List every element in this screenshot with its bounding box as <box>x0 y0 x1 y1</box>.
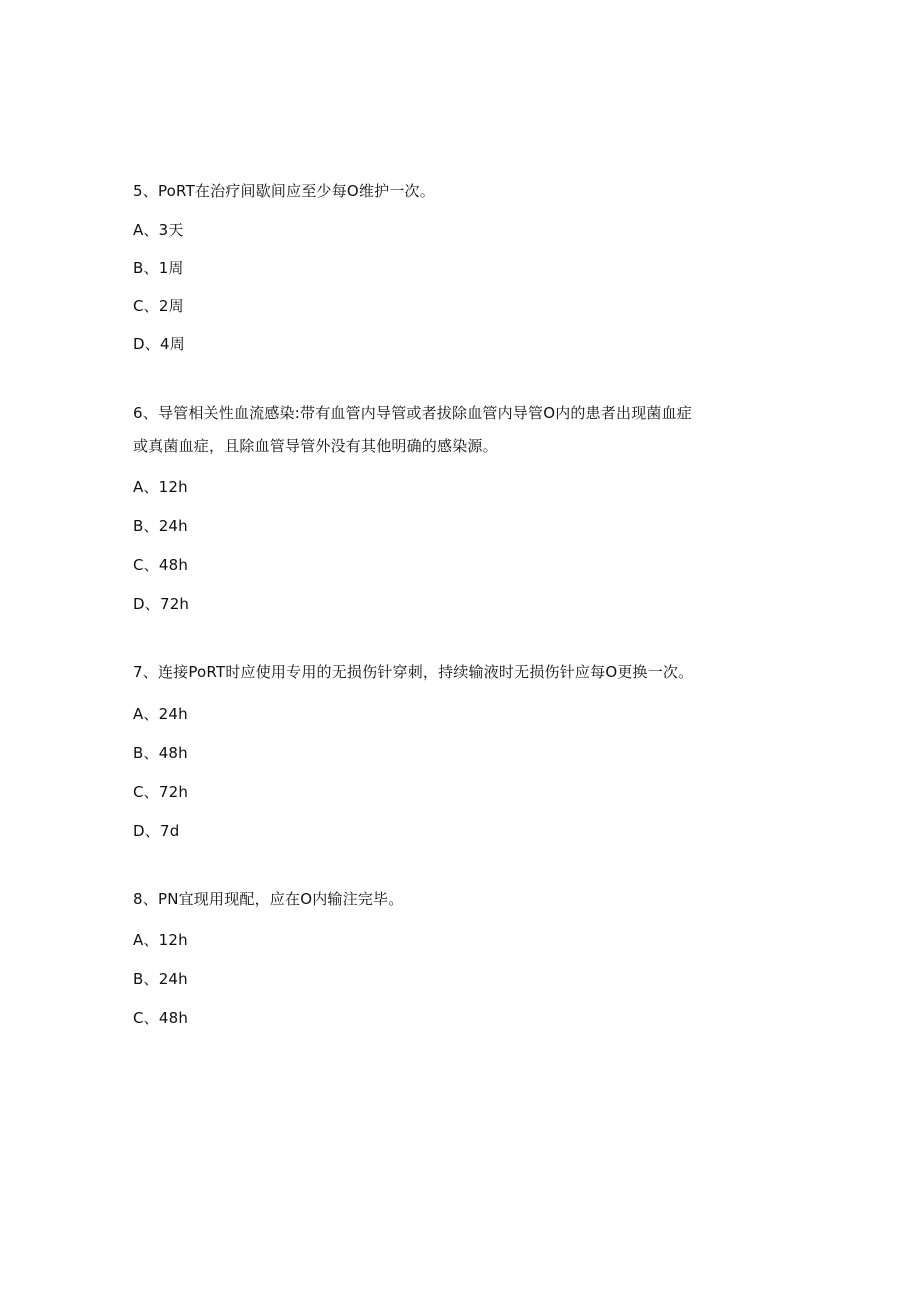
question-7-stem: 7、连接PoRT时应使用专用的无损伤针穿刺，持续输液时无损伤针应每O更换一次。 <box>133 663 694 681</box>
question-8-option-b: B、24h <box>133 970 188 988</box>
question-5-option-a: A、3天 <box>133 221 184 239</box>
question-6-option-a: A、12h <box>133 478 188 496</box>
question-6-stem-line-2: 或真菌血症，且除血管导管外没有其他明确的感染源。 <box>133 437 498 455</box>
question-8-option-a: A、12h <box>133 931 188 949</box>
question-5-option-c: C、2周 <box>133 297 184 315</box>
question-7-option-d: D、7d <box>133 822 180 840</box>
question-5-option-d: D、4周 <box>133 335 185 353</box>
question-5-option-b: B、1周 <box>133 259 184 277</box>
question-6-option-d: D、72h <box>133 595 190 613</box>
question-6-option-c: C、48h <box>133 556 189 574</box>
question-7-option-a: A、24h <box>133 705 188 723</box>
question-5-stem: 5、PoRT在治疗间歇间应至少每O维护一次。 <box>133 182 435 200</box>
question-6-option-b: B、24h <box>133 517 188 535</box>
question-7-option-c: C、72h <box>133 783 189 801</box>
question-8-stem: 8、PN宜现用现配，应在O内输注完毕。 <box>133 890 404 908</box>
question-8-option-c: C、48h <box>133 1009 189 1027</box>
question-7-option-b: B、48h <box>133 744 188 762</box>
question-6-stem-line-1: 6、导管相关性血流感染:带有血管内导管或者拔除血管内导管O内的患者出现菌血症 <box>133 404 693 422</box>
